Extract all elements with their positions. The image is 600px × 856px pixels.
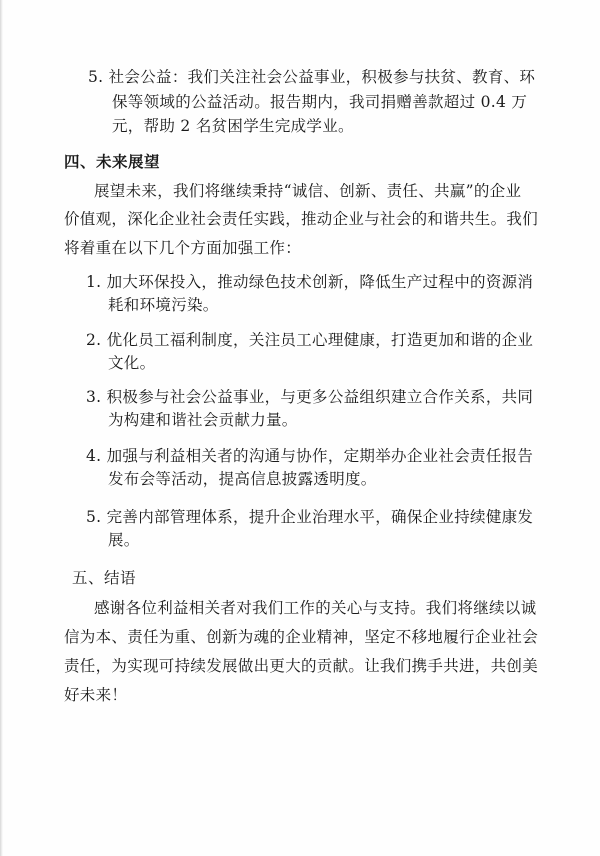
section4-intro-line2: 价值观，深化企业社会责任实践，推动企业与社会的和谐共生。我们	[64, 210, 539, 228]
section5-line3: 责任，为实现可持续发展做出更大的贡献。让我们携手共进，共创美	[64, 657, 539, 675]
section4-intro-line3: 将着重在以下几个方面加强工作：	[64, 239, 302, 257]
section4-item4-line2: 发布会等活动，提高信息披露透明度。	[108, 470, 377, 488]
section5-heading: 五、结语	[72, 569, 137, 587]
scan-edge	[0, 0, 3, 856]
item5-line2: 保等领域的公益活动。报告期内，我司捐赠善款超过 0.4 万	[112, 93, 528, 111]
section4-item5-line2: 展。	[108, 531, 140, 549]
section4-heading: 四、未来展望	[64, 153, 161, 171]
section4-item1-line1: 1. 加大环保投入，推动绿色技术创新，降低生产过程中的资源消	[86, 273, 534, 291]
section4-item2-line1: 2. 优化员工福利制度，关注员工心理健康，打造更加和谐的企业	[86, 331, 534, 349]
section4-item3-line1: 3. 积极参与社会公益事业，与更多公益组织建立合作关系，共同	[86, 388, 534, 406]
section4-item1-line2: 耗和环境污染。	[108, 296, 219, 314]
section4-intro-line1: 展望未来，我们将继续秉持“诚信、创新、责任、共赢”的企业	[94, 182, 522, 200]
section5-line2: 信为本、责任为重、创新为魂的企业精神，坚定不移地履行企业社会	[64, 628, 539, 646]
item5-line1: 5. 社会公益：我们关注社会公益事业，积极参与扶贫、教育、环	[88, 68, 536, 86]
section4-item3-line2: 为构建和谐社会贡献力量。	[108, 411, 298, 429]
section4-item5-line1: 5. 完善内部管理体系，提升企业治理水平，确保企业持续健康发	[86, 508, 534, 526]
section5-line1: 感谢各位利益相关者对我们工作的关心与支持。我们将继续以诚	[94, 599, 537, 617]
section5-line4: 好未来！	[64, 686, 128, 704]
item5-line3: 元，帮助 2 名贫困学生完成学业。	[112, 117, 354, 135]
section4-item2-line2: 文化。	[108, 354, 156, 372]
section4-item4-line1: 4. 加强与利益相关者的沟通与协作，定期举办企业社会责任报告	[86, 447, 534, 465]
